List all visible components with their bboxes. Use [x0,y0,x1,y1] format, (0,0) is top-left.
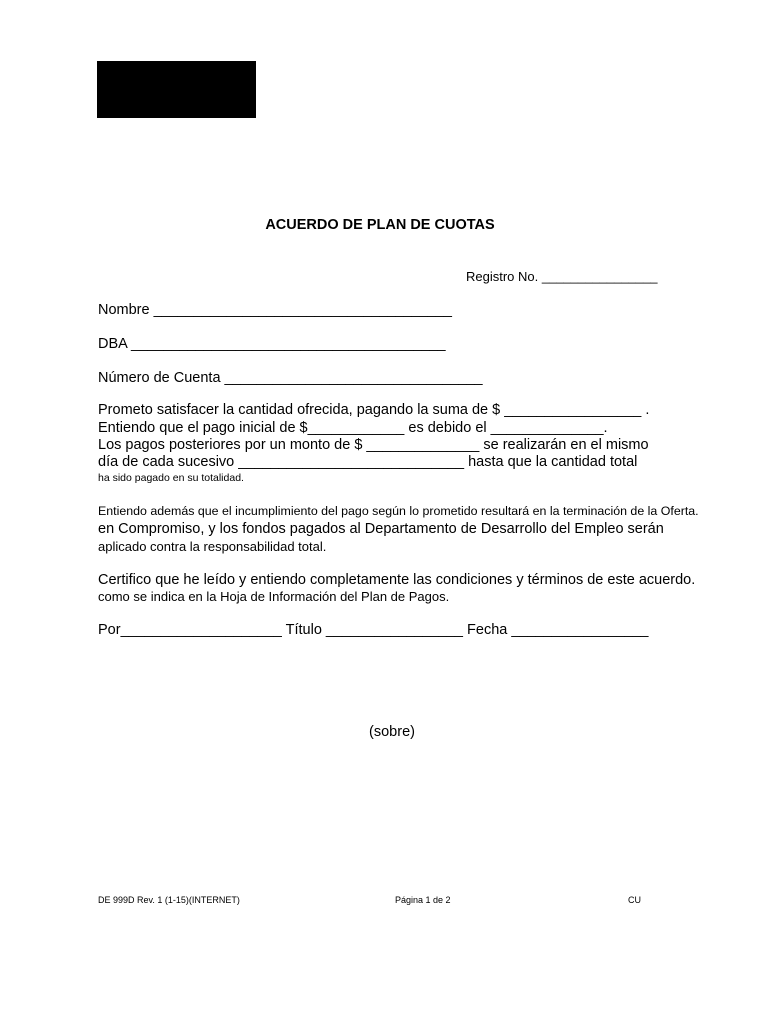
default-paragraph-line-1: Entiendo además que el incumplimiento del pago según lo prometido resultará en la terminación de la Oferta. [98,504,699,518]
payment-paragraph-line-5: ha sido pagado en su totalidad. [98,472,244,484]
numero-de-cuenta-field: Número de Cuenta ________________________________ [98,370,483,386]
page-number-footer: Página 1 de 2 [395,895,451,905]
default-paragraph-line-2: en Compromiso, y los fondos pagados al Departamento de Desarrollo del Empleo serán [98,521,664,537]
registro-number-field: Registro No. ________________ [466,269,658,284]
certification-line-2: como se indica en la Hoja de Información del Plan de Pagos. [98,589,450,604]
payment-paragraph-line-1: Prometo satisfacer la cantidad ofrecida, pagando la suma de $ _________________ . [98,402,650,418]
redacted-logo-block [97,61,256,118]
dba-field: DBA _______________________________________ [98,336,446,352]
payment-paragraph-line-4: día de cada sucesivo ____________________________ hasta que la cantidad total [98,454,638,470]
document-title: ACUERDO DE PLAN DE CUOTAS [265,217,495,233]
payment-paragraph-line-3: Los pagos posteriores por un monto de $ ______________ se realizarán en el mismo [98,437,649,453]
certification-line-1: Certifico que he leído y entiendo completamente las condiciones y términos de este acuerdo. [98,572,696,588]
signature-row: Por____________________ Título _________________ Fecha _________________ [98,622,649,638]
sobre-label: (sobre) [369,724,415,740]
language-code-footer: CU [628,895,641,905]
default-paragraph-line-3: aplicado contra la responsabilidad total. [98,539,327,554]
payment-paragraph-line-2: Entiendo que el pago inicial de $____________ es debido el ______________. [98,420,608,436]
nombre-field: Nombre _____________________________________ [98,302,452,318]
form-id-footer: DE 999D Rev. 1 (1-15)(INTERNET) [98,895,240,905]
